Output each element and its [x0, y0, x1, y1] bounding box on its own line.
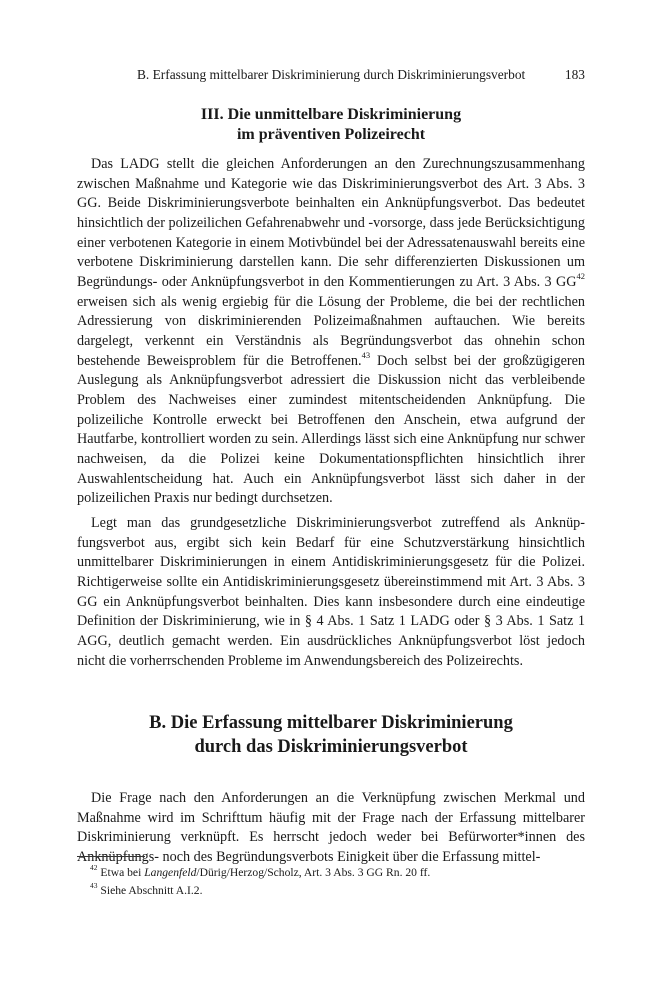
section-heading-b-line1: B. Die Erfassung mittelbarer Diskriminierung [149, 713, 513, 733]
footnote-ref-43[interactable]: 43 [361, 349, 371, 360]
body-paragraph-1 [77, 155, 585, 509]
footnote-number: 42 [90, 863, 98, 873]
running-header-title: B. Erfassung mittelbarer Diskriminierung durch Diskriminierungsverbot [137, 67, 526, 82]
section-heading-iii-line1: III. Die unmittelbare Diskriminierung [200, 106, 462, 123]
footnote-number: 43 [90, 880, 98, 890]
section-heading-iii-line2: im präventiven Polizeirecht [236, 126, 426, 143]
footnote-text: Etwa bei [100, 866, 145, 879]
paragraph-1-text-a: Das LADG stellt die gleichen Anforderungen an den Zurechnungszusammenhang zwischen Maßnahme und Kategorie wie das Diskriminierungsverbot des Art. 3 Abs. 3 GG. Beide Diskriminierungsverbote beinhalten ein Anknüpfungsverbot. Das bedeutet hinsichtlich der polizeilichen Gefahrenabwehr und -vorsorge, dass jede Berücksichtigung einer verbotenen Kategorie in einem Motivbündel bei der Adressatenauswahl bereits eine verbotene Diskriminierung darstellen kann. Die sehr differenzierten Diskussionen um Begründungs- oder Anknüpfungsverbot in den Kommentierungen zu Art. 3 Abs. 3 GG [77, 156, 585, 290]
book-page [77, 0, 585, 985]
footnote-42 [90, 864, 585, 882]
section-heading-iii [77, 105, 585, 145]
footnote-text: /Dürig/Herzog/Scholz, Art. 3 Abs. 3 GG Rn. 20 ff. [196, 866, 431, 879]
footnote-ref-42[interactable]: 42 [576, 271, 585, 282]
paragraph-1-text-c: Doch selbst bei der großzügigeren Auslegung als Anknüpfungsverbot adressiert die Diskussion nicht das verbleibende Problem des Nachweises einer zumindest mitentscheidenden Anknüpfung. Die polizeiliche Kontrolle erweckt bei Betroffenen den Anschein, etwa aufgrund der Hautfarbe, kontrolliert worden zu sein. Allerdings lässt sich eine Anknüpfung nur schwer nachweisen, da die Polizei keine Dokumentationspflichten hinsichtlich ihrer Auswahlentscheidung hat. Auch ein Anknüpfungsverbot lässt sich daher in der polizeilichen Praxis nur bedingt durchsetzen. [77, 352, 585, 507]
footnote-author: Langenfeld [144, 866, 197, 879]
running-header [137, 66, 585, 84]
body-paragraph-3: Die Frage nach den Anforderungen an die Verknüpfung zwischen Merkmal und Maßnahme wird im Schrifttum häufig mit der Frage nach der Erfassung mittelbarer Diskriminierung verknüpft. Es herrscht jedoch weder bei Befürworter*innen des Anknüpfungs- noch des Begründungsverbots Einigkeit über die Erfassung mittel- [77, 790, 585, 865]
page-number: 183 [564, 67, 585, 82]
paragraph-1-text-b: erweisen sich als wenig ergiebig für die Lösung der Probleme, die bei der rechtlichen Adressierung von diskriminierenden Polizeimaßnahmen auftauchen. Wie bereits dargelegt, verkennt ein Verständnis als Begründungsverbot das ohnehin schon bestehende Beweisproblem für die Betroffenen. [77, 293, 585, 369]
footnote-divider [77, 856, 145, 857]
footnote-43 [90, 882, 585, 900]
body-paragraph-2: Legt man das grundgesetzliche Diskriminierungsverbot zutreffend als Anknüpfungsverbot aus, ergibt sich kein Bedarf für eine Schutzverstärkung hinsichtlich unmittelbarer Diskriminierungen in einem Antidiskriminierungsgesetz für die Polizei. Richtigerweise sollte ein Antidiskriminierungsgesetz übereinstimmend mit Art. 3 Abs. 3 GG ein Anknüpfungsverbot beinhalten. Dies kann insbesondere durch eine eindeutige Definition der Diskriminierung, wie in § 4 Abs. 1 Satz 1 LADG oder § 3 Abs. 1 Satz 1 AGG, deutlich gemacht werden. Ein ausdrückliches Anknüpfungsverbot löst jedoch nicht die vorherrschenden Probleme im Anwendungsbereich des Polizeirechts. [77, 515, 585, 669]
section-heading-b [77, 711, 585, 759]
footnote-text: Siehe Abschnitt A.I.2. [100, 883, 203, 897]
footnotes [90, 864, 585, 899]
section-heading-b-line2: durch das Diskriminierungsverbot [194, 737, 468, 757]
